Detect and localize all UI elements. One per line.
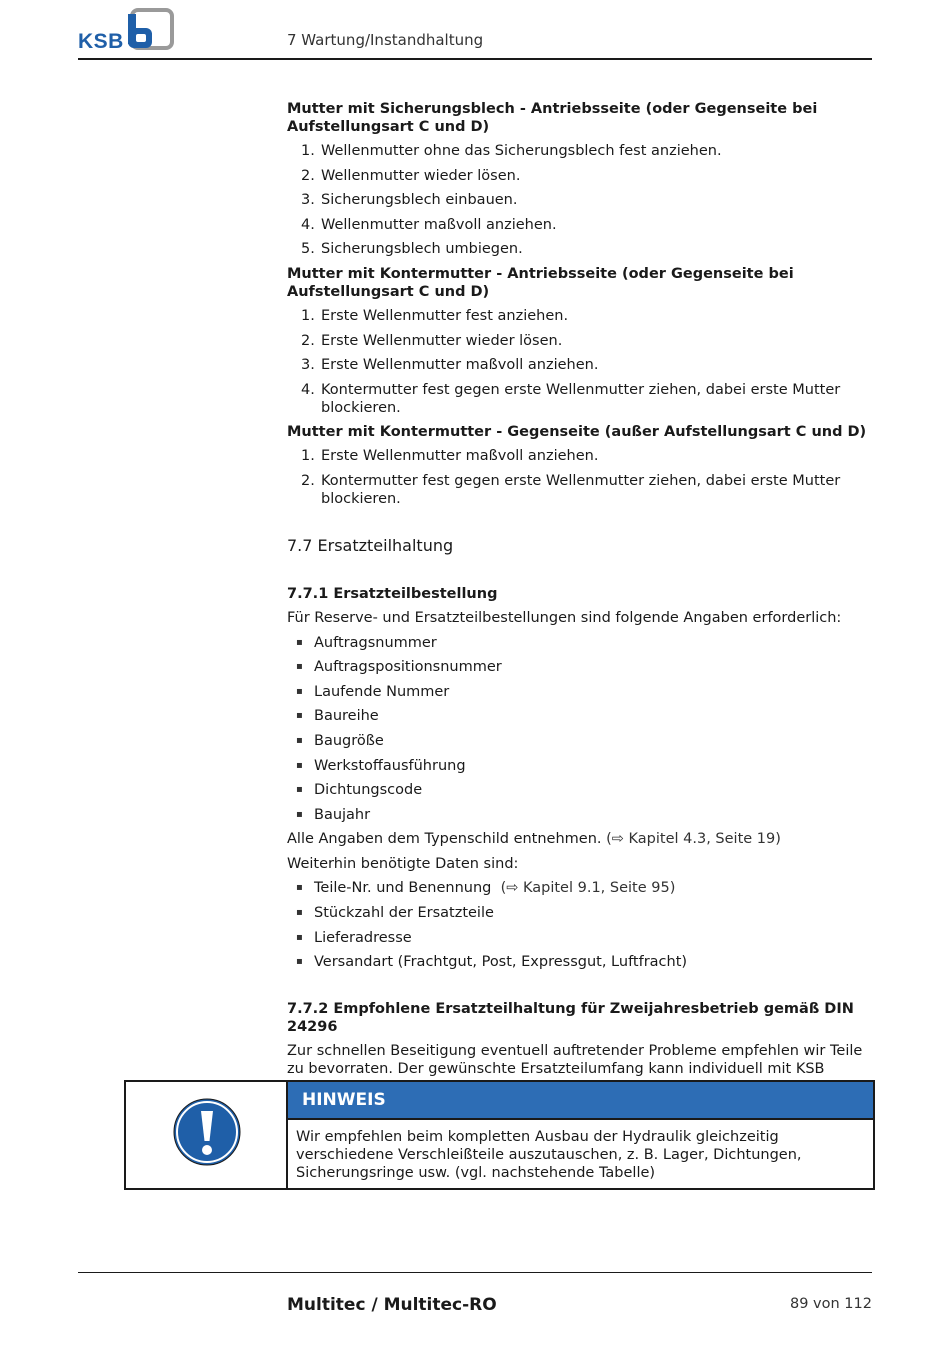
list-item: ▪ Baugröße (287, 732, 872, 750)
list-item: ▪ Versandart (Frachtgut, Post, Expressgut, Luftfracht) (287, 953, 872, 971)
paragraph: Weiterhin benötigte Daten sind: (287, 855, 519, 872)
bullet-list (287, 879, 872, 971)
list-item: ▪ Stückzahl der Ersatzteile (287, 904, 872, 922)
list-item: ▪ Werkstoffausführung (287, 757, 872, 775)
list-item: 1. Erste Wellenmutter maßvoll anziehen. (301, 448, 599, 465)
notice-box (124, 1080, 875, 1190)
list-item: ▪ Auftragspositionsnummer (287, 658, 872, 676)
section-title: Mutter mit Kontermutter - Antriebsseite (oder Gegenseite bei Aufstellungsart C und D) (287, 265, 794, 300)
notice-title: HINWEIS (288, 1082, 873, 1120)
list-item: 1. Wellenmutter ohne das Sicherungsblech fest anziehen. (301, 143, 722, 159)
logo-text: KSB (78, 30, 124, 53)
list-item: 4. Kontermutter fest gegen erste Wellenmutter ziehen, dabei erste Mutter blockieren. (301, 381, 841, 416)
chapter-title: 7 Wartung/Instandhaltung (287, 31, 484, 49)
bullet-list (287, 634, 872, 824)
list-item: 2. Kontermutter fest gegen erste Wellenmutter ziehen, dabei erste Mutter blockieren. (301, 472, 841, 507)
list-item: ▪ Baujahr (287, 806, 872, 824)
list-item: 2. Erste Wellenmutter wieder lösen. (301, 332, 563, 349)
list-item: 3. Erste Wellenmutter maßvoll anziehen. (301, 357, 599, 374)
notice-icon-cell (126, 1082, 288, 1188)
list-item: ▪ Baureihe (287, 707, 872, 725)
cross-reference-link[interactable]: (⇨ Kapitel 4.3, Seite 19) (606, 831, 781, 848)
exclamation-icon (172, 1097, 242, 1167)
ksb-mark-icon (126, 8, 176, 52)
paragraph: Für Reserve- und Ersatzteilbestellungen sind folgende Angaben erforderlich: (287, 609, 842, 626)
main-content (287, 100, 872, 1103)
cross-reference-link[interactable]: (⇨ Kapitel 9.1, Seite 95) (500, 880, 676, 897)
ksb-logo (78, 8, 178, 52)
list-item: 1. Erste Wellenmutter fest anziehen. (301, 307, 569, 324)
section-title: Mutter mit Kontermutter - Gegenseite (außer Aufstellungsart C und D) (287, 424, 867, 441)
header-rule (78, 58, 872, 60)
list-item: ▪ Lieferadresse (287, 929, 872, 947)
paragraph: Alle Angaben dem Typenschild entnehmen. (⇨ Kapitel 4.3, Seite 19) (287, 831, 781, 848)
paragraph: Zur schnellen Beseitigung eventuell auftretender Probleme empfehlen wir Teile zu bevorraten. Der gewünschte Ersatzteilumfang kann individuell mit KSB (287, 1043, 863, 1078)
steps-list (287, 307, 872, 417)
page-number: 89 von 112 (790, 1296, 872, 1312)
list-item: ▪ Teile-Nr. und Benennung (⇨ Kapitel 9.1, Seite 95) (287, 879, 872, 897)
list-item: ▪ Dichtungscode (287, 781, 872, 799)
notice-text: Wir empfehlen beim kompletten Ausbau der Hydraulik gleichzeitig verschiedene Verschleißteile auszutauschen, z. B. Lager, Dichtungen, Sicherungsringe usw. (vgl. nachstehende Tabelle) (296, 1129, 802, 1181)
list-item: ▪ Auftragsnummer (287, 634, 872, 652)
footer-rule (78, 1272, 872, 1273)
steps-list (287, 142, 872, 258)
list-item: 5. Sicherungsblech umbiegen. (301, 241, 523, 258)
heading-7-7: 7.7 Ersatzteilhaltung (287, 535, 454, 555)
product-name: Multitec / Multitec-RO (287, 1295, 497, 1315)
heading-7-7-2: 7.7.2 Empfohlene Ersatzteilhaltung für Zweijahresbetrieb gemäß DIN 24296 (287, 1001, 854, 1036)
list-item: ▪ Laufende Nummer (287, 683, 872, 701)
section-title: Mutter mit Sicherungsblech - Antriebsseite (oder Gegenseite bei Aufstellungsart C und D) (287, 101, 818, 135)
list-item: 4. Wellenmutter maßvoll anziehen. (301, 216, 557, 233)
list-item: 2. Wellenmutter wieder lösen. (301, 167, 521, 184)
steps-list (287, 447, 872, 508)
heading-7-7-1: 7.7.1 Ersatzteilbestellung (287, 585, 498, 602)
list-item: 3. Sicherungsblech einbauen. (301, 192, 518, 209)
